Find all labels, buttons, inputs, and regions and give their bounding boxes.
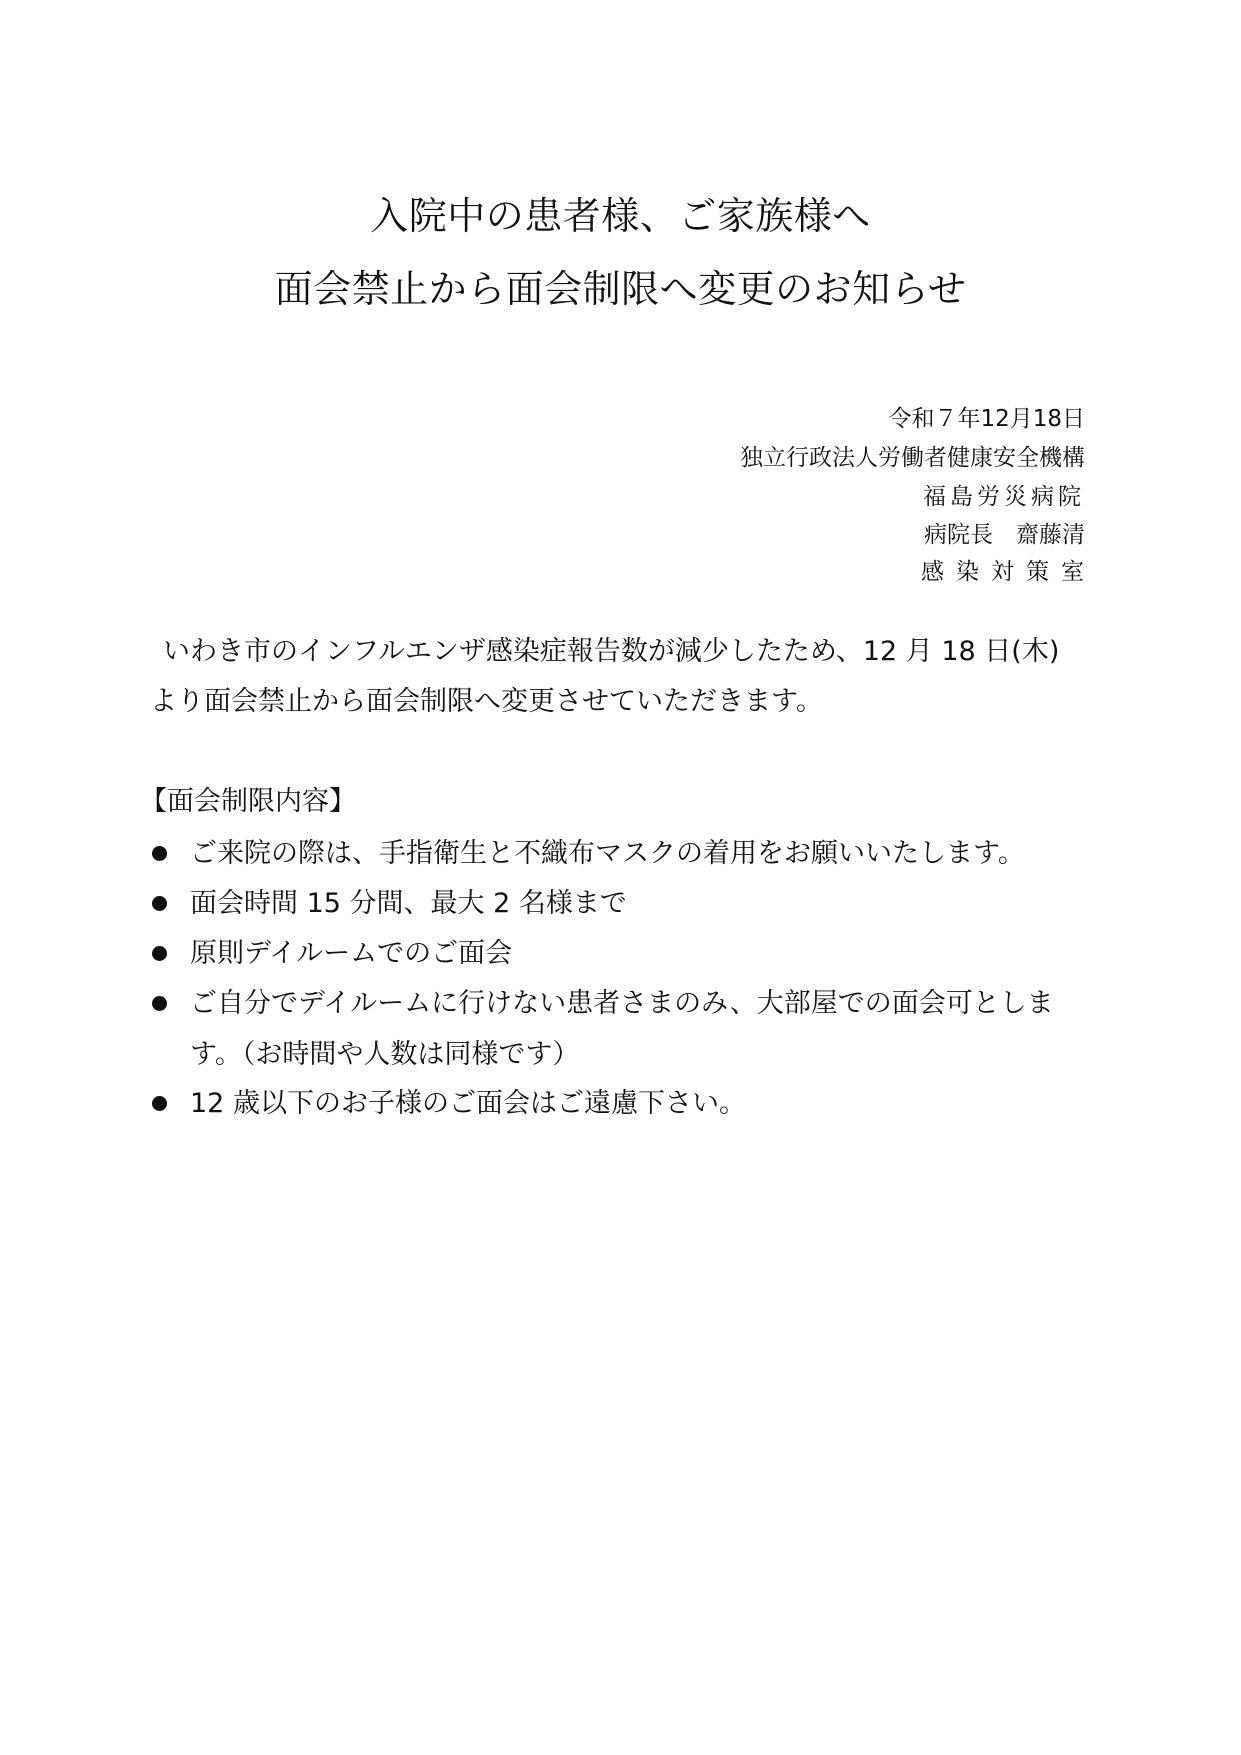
body-text-line-1: いわき市のインフルエンザ感染症報告数が減少したため、12 月 18 日(木): [163, 636, 1060, 667]
section-heading: 【面会制限内容】: [140, 786, 356, 817]
list-item-text: 原則デイルームでのご面会: [190, 938, 513, 969]
organization-name: 独立行政法人労働者健康安全機構: [740, 445, 1085, 471]
list-item-text: ご自分でデイルームに行けない患者さまのみ、大部屋での面会可としま: [190, 988, 1054, 1019]
list-item-text: 面会時間 15 分間、最大 2 名様まで: [190, 888, 627, 919]
issue-date: 令和７年12月18日: [888, 406, 1085, 432]
department-name: 感染対策室: [921, 559, 1096, 585]
bullet-icon: [152, 996, 167, 1011]
hospital-director: 病院長 齋藤清: [924, 522, 1085, 548]
list-item-text-continued: す。（お時間や人数は同様です）: [190, 1039, 580, 1070]
list-item-text: ご来院の際は、手指衛生と不織布マスクの着用をお願いいたします。: [190, 838, 1025, 869]
bullet-icon: [152, 946, 167, 961]
bullet-icon: [152, 896, 167, 911]
body-text-line-2: より面会禁止から面会制限へ変更させていただきます。: [150, 686, 823, 717]
hospital-name: 福島労災病院: [923, 484, 1085, 510]
bullet-icon: [152, 846, 167, 861]
title-line-1: 入院中の患者様、ご家族様へ: [370, 194, 871, 238]
title-line-2: 面会禁止から面会制限へ変更のお知らせ: [274, 267, 967, 311]
list-item-text: 12 歳以下のお子様のご面会はご遠慮下さい。: [190, 1088, 746, 1119]
bullet-icon: [152, 1096, 167, 1111]
